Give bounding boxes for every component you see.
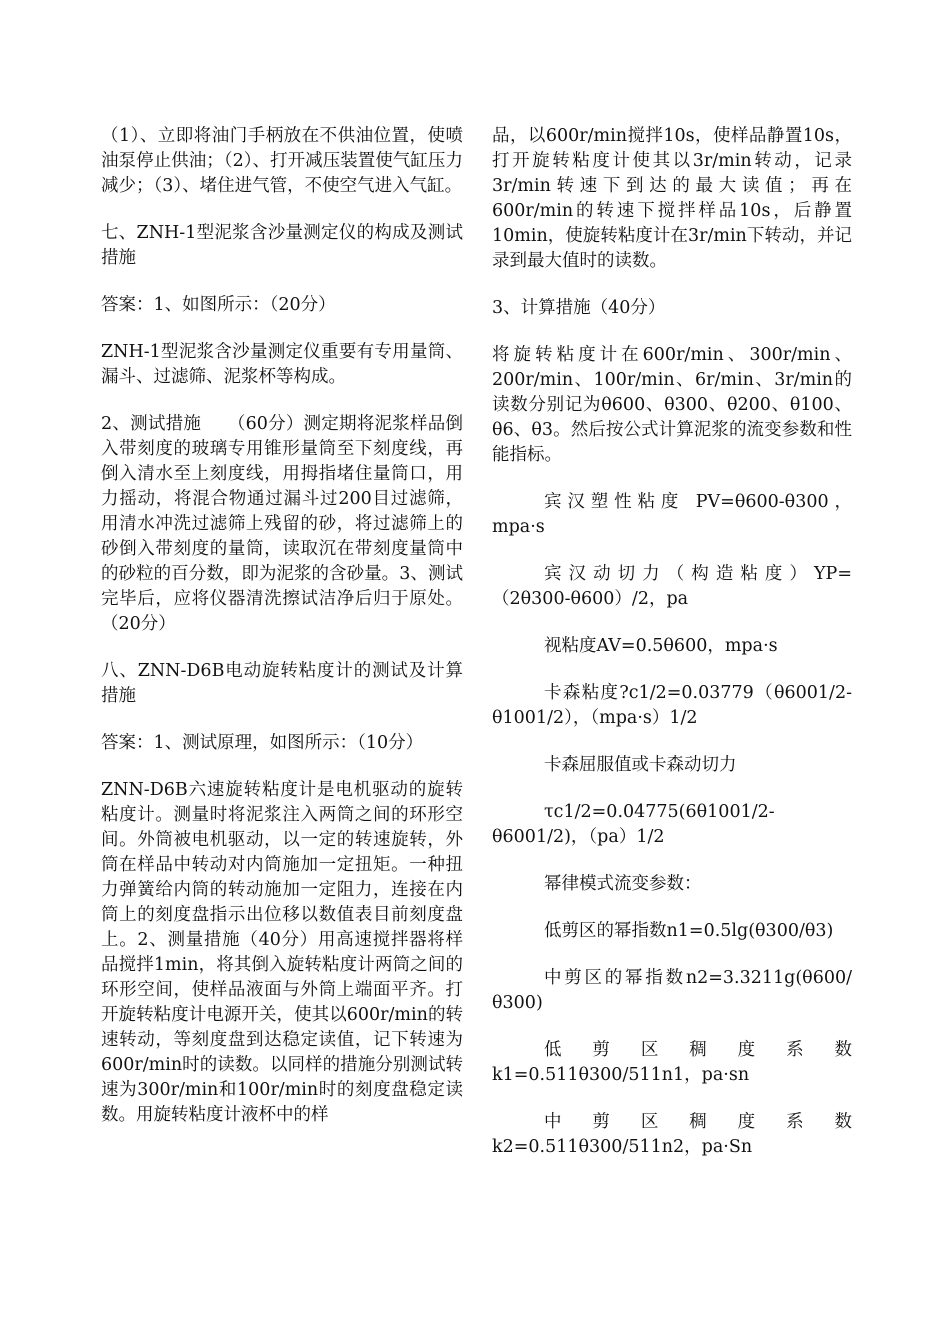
formula-yield-point: 宾汉动切力（构造粘度）YP=（2θ300-θ600）/2，pa bbox=[492, 564, 852, 609]
heading-section-7: 七、ZNH-1型泥浆含沙量测定仪的构成及测试措施 bbox=[101, 223, 463, 268]
heading-calculation: 3、计算措施（40分） bbox=[492, 298, 666, 318]
paragraph-znh1-components: ZNH-1型泥浆含沙量测定仪重要有专用量筒、漏斗、过滤筛、泥浆杯等构成。 bbox=[101, 342, 463, 387]
answer-line-8: 答案：1、测试原理，如图所示：（10分） bbox=[101, 733, 424, 753]
formula-k2: 中剪区稠度系数k2=0.511θ300/511n2，pa·Sn bbox=[492, 1112, 852, 1157]
label-power-law: 幂律模式流变参数： bbox=[544, 874, 702, 894]
formula-k1: 低剪区稠度系数k1=0.511θ300/511n1，pa·sn bbox=[492, 1040, 852, 1085]
right-column bbox=[492, 124, 852, 1182]
formula-n2: 中剪区的幂指数n2=3.3211g(θ600/θ300) bbox=[492, 968, 852, 1013]
formula-apparent-viscosity: 视粘度AV=0.5θ600，mpa·s bbox=[544, 636, 778, 656]
paragraph-test-procedure: 2、测试措施 （60分）测定期将泥浆样品倒入带刻度的玻璃专用锥形量筒至下刻度线，再倒入清水至上刻度线，用拇指堵住量筒口，用力摇动，将混合物通过漏斗过200目过滤筛，用清水冲洗过滤筛上残留的砂，将过滤筛上的砂倒入带刻度的量筒，读取沉在带刻度量筒中的砂粒的百分数，即为泥浆的含砂量。3、测试完毕后，应将仪器清洗擦试洁净后归于原处。（20分） bbox=[101, 414, 463, 634]
answer-line-7: 答案：1、如图所示：（20分） bbox=[101, 295, 336, 315]
left-column bbox=[101, 124, 463, 1150]
paragraph-continuation: 品，以600r/min搅拌10s，使样品静置10s，打开旋转粘度计使其以3r/min转动，记录3r/min转速下到达的最大读值；再在600r/min的转速下搅拌样品10s，后静置10min，使旋转粘度计在3r/min下转动，并记录到最大值时的读数。 bbox=[492, 126, 852, 271]
heading-section-8: 八、ZNN-D6B电动旋转粘度计的测试及计算措施 bbox=[101, 661, 463, 706]
formula-casson-yield: τc1/2=0.04775(6θ1001/2-θ6001/2)，（pa）1/2 bbox=[492, 802, 775, 847]
formula-n1: 低剪区的幂指数n1=0.5lg(θ300/θ3) bbox=[544, 921, 834, 941]
paragraph-readings: 将旋转粘度计在600r/min、300r/min、200r/min、100r/min、6r/min、3r/min的读数分别记为θ600、θ300、θ200、θ100、θ6、θ3。然后按公式计算泥浆的流变参数和性能指标。 bbox=[492, 345, 852, 465]
label-casson-yield: 卡森屈服值或卡森动切力 bbox=[544, 755, 737, 775]
formula-casson-viscosity: 卡森粘度?c1/2=0.03779（θ6001/2-θ1001/2），（mpa·s）1/2 bbox=[492, 683, 852, 728]
paragraph-viscometer-principle: ZNN-D6B六速旋转粘度计是电机驱动的旋转粘度计。测量时将泥浆注入两筒之间的环形空间。外筒被电机驱动，以一定的转速旋转，外筒在样品中转动对内筒施加一定扭矩。一种扭力弹簧给内筒的转动施加一定阻力，连接在内筒上的刻度盘指示出位移以数值表目前刻度盘上。2、测量措施（40分）用高速搅拌器将样品搅拌1min，将其倒入旋转粘度计两筒之间的环形空间，使样品液面与外筒上端面平齐。打开旋转粘度计电源开关，使其以600r/min的转速转动，等刻度盘到达稳定读值，记下转速为600r/min时的读数。以同样的措施分别测试转速为300r/min和100r/min时的刻度盘稳定读数。用旋转粘度计液杯中的样 bbox=[101, 780, 463, 1125]
formula-plastic-viscosity: 宾汉塑性粘度 PV=θ600-θ300，mpa·s bbox=[492, 492, 852, 537]
paragraph-diesel-steps: （1）、立即将油门手柄放在不供油位置，使喷油泵停止供油；（2）、打开减压装置使气缸压力减少；（3）、堵住进气管，不使空气进入气缸。 bbox=[101, 126, 463, 196]
